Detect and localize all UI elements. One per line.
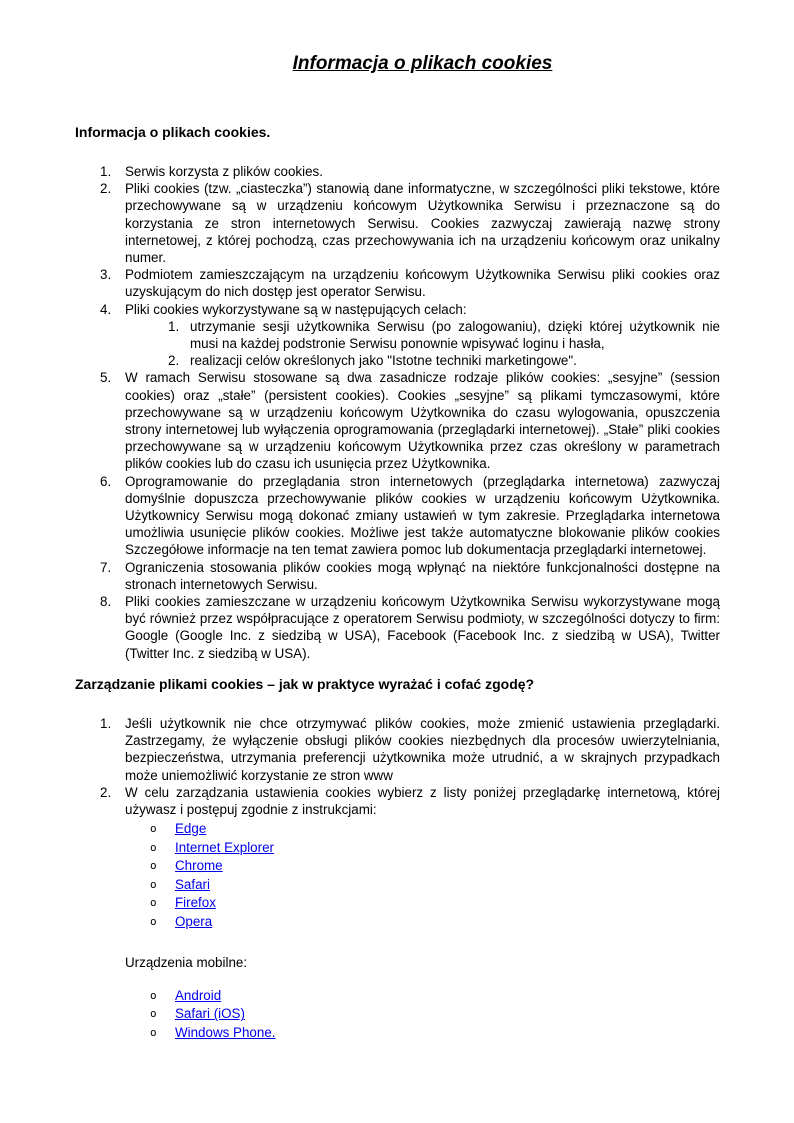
document-title: Informacja o plikach cookies: [292, 53, 553, 74]
item-text: Pliki cookies zamieszczane w urządzeniu końcowym Użytkownika Serwisu wykorzystywane mogą być również przez współpracujące z operatorem Serwisu podmioty, w szczególności dotyczy to firm: Google (Google Inc. z siedzibą w USA), Facebook (Facebook Inc. z siedzibą w USA), Twitter (Twitter Inc. z siedzibą w USA).: [125, 594, 720, 661]
mobile-link-item: [125, 1024, 720, 1043]
browser-link-item: [125, 876, 720, 895]
item-text: Oprogramowanie do przeglądania stron internetowych (przeglądarka internetowa) zazwyczaj domyślnie dopuszcza przechowywanie plików cookies w urządzeniu końcowym Użytkownika. Użytkownicy Serwisu mogą dokonać zmiany ustawień w tym zakresie. Przeglądarka internetowa umożliwia usunięcie plików cookies. Możliwe jest także automatyczne blokowanie plików cookies Szczegółowe informacje na ten temat zawiera pomoc lub dokumentacja przeglądarki internetowej.: [125, 473, 720, 558]
browser-link-item: [125, 820, 720, 839]
list-item: [75, 559, 720, 593]
item-number: 2.: [100, 784, 112, 800]
mobile-link-android[interactable]: Android: [175, 987, 222, 1003]
item-text: [125, 301, 720, 370]
cookies-management-list: [75, 715, 720, 932]
cookies-info-list: [75, 163, 720, 662]
circle-bullet-icon: o: [150, 915, 157, 929]
item-number: 1.: [100, 715, 112, 731]
sub-item-number: 1.: [168, 318, 180, 334]
browser-link-edge[interactable]: Edge: [175, 821, 207, 837]
item-text-lead: Pliki cookies wykorzystywane są w następujących celach:: [125, 301, 467, 317]
list-item: [75, 784, 720, 932]
item-number: 1.: [100, 164, 112, 179]
item-number: 3.: [100, 267, 112, 283]
list-item: [75, 163, 720, 180]
mobile-link-windows-phone[interactable]: Windows Phone.: [175, 1025, 276, 1041]
browser-link-internet-explorer[interactable]: Internet Explorer: [175, 839, 274, 855]
item-text: Ograniczenia stosowania plików cookies mogą wpłynąć na niektóre funkcjonalności dostępne na stronach internetowych Serwisu.: [125, 559, 720, 592]
sub-list-item: [125, 352, 720, 369]
browser-links-list: [125, 820, 720, 932]
item-number: 8.: [100, 594, 112, 610]
item-text: Jeśli użytkownik nie chce otrzymywać plików cookies, może zmienić ustawienia przeglądarki. Zastrzegamy, że wyłączenie obsługi plików cookies niezbędnych dla procesów uwierzytelniania, bezpieczeństwa, utrzymania preferencji użytkownika może utrudnić, a w skrajnych przypadkach może uniemożliwić korzystanie ze stron www: [125, 715, 720, 783]
item-text: [125, 784, 720, 932]
sub-item-text: utrzymanie sesji użytkownika Serwisu (po zalogowaniu), dzięki której użytkownik nie musi na każdej podstronie Serwisu ponownie wpisywać loginu i hasła,: [190, 318, 720, 352]
mobile-link-item: [125, 987, 720, 1006]
list-item: [75, 715, 720, 784]
mobile-link-item: [125, 1005, 720, 1024]
list-item: [75, 593, 720, 662]
circle-bullet-icon: o: [150, 877, 157, 891]
item-number: 2.: [100, 181, 112, 197]
list-item: [75, 301, 720, 370]
item-text-lead: W celu zarządzania ustawienia cookies wybierz z listy poniżej przeglądarkę internetową, której używasz i postępuj zgodnie z instrukcjami:: [125, 784, 720, 817]
circle-bullet-icon: o: [150, 859, 157, 873]
circle-bullet-icon: o: [150, 840, 157, 854]
browser-link-item: [125, 857, 720, 876]
list-item: [75, 180, 720, 266]
browser-link-item: [125, 913, 720, 932]
browser-link-item: [125, 839, 720, 858]
list-item: [75, 369, 720, 472]
item-number: 4.: [100, 301, 112, 317]
circle-bullet-icon: o: [150, 822, 157, 836]
item-text: Podmiotem zamieszczającym na urządzeniu końcowym Użytkownika Serwisu pliki cookies oraz uzyskującym do nich dostęp jest operator Serwisu.: [125, 267, 720, 300]
list-item: [75, 266, 720, 300]
circle-bullet-icon: o: [150, 1007, 157, 1021]
item-number: 7.: [100, 559, 112, 575]
sub-list-item: [125, 318, 720, 352]
sub-item-number: 2.: [168, 353, 180, 369]
browser-link-opera[interactable]: Opera: [175, 914, 213, 930]
list-item: [75, 473, 720, 559]
browser-link-chrome[interactable]: Chrome: [175, 858, 223, 874]
item-text: Pliki cookies (tzw. „ciasteczka”) stanowią dane informatyczne, w szczególności pliki tekstowe, które przechowywane są w urządzeniu końcowym Użytkownika Serwisu i przeznaczone są do korzystania ze stron internetowych Serwisu. Cookies zazwyczaj zawierają nazwę strony internetowej, z której pochodzą, czas przechowywania ich na urządzeniu końcowym oraz unikalny numer.: [125, 181, 720, 266]
item-text: Serwis korzysta z plików cookies.: [125, 164, 323, 179]
circle-bullet-icon: o: [150, 896, 157, 910]
mobile-link-safari-ios[interactable]: Safari (iOS): [175, 1006, 245, 1022]
circle-bullet-icon: o: [150, 1026, 157, 1040]
mobile-links-list: [125, 987, 720, 1043]
item-number: 6.: [100, 473, 112, 489]
section-heading-info: Informacja o plikach cookies.: [75, 124, 271, 140]
browser-link-firefox[interactable]: Firefox: [175, 895, 216, 911]
circle-bullet-icon: o: [150, 988, 157, 1002]
browser-link-safari[interactable]: Safari: [175, 876, 210, 892]
item-text: W ramach Serwisu stosowane są dwa zasadnicze rodzaje plików cookies: „sesyjne” (session cookies) oraz „stałe” (persistent cookies). Cookies „sesyjne” są plikami tymczasowymi, które przechowywane są w urządzeniu końcowym Użytkownika do czasu wylogowania, opuszczenia strony internetowej lub wyłączenia oprogramowania (przeglądarki internetowej). „Stałe” pliki cookies przechowywane są w urządzeniu końcowym Użytkownika przez czas określony w parametrach plików cookies lub do czasu ich usunięcia przez Użytkownika.: [125, 370, 720, 472]
section-heading-management: Zarządzanie plikami cookies – jak w praktyce wyrażać i cofać zgodę?: [75, 675, 535, 692]
mobile-devices-label: Urządzenia mobilne:: [125, 954, 248, 970]
browser-link-item: [125, 894, 720, 913]
item-number: 5.: [100, 370, 112, 386]
sub-item-text: realizacji celów określonych jako "Istotne techniki marketingowe".: [190, 353, 577, 369]
